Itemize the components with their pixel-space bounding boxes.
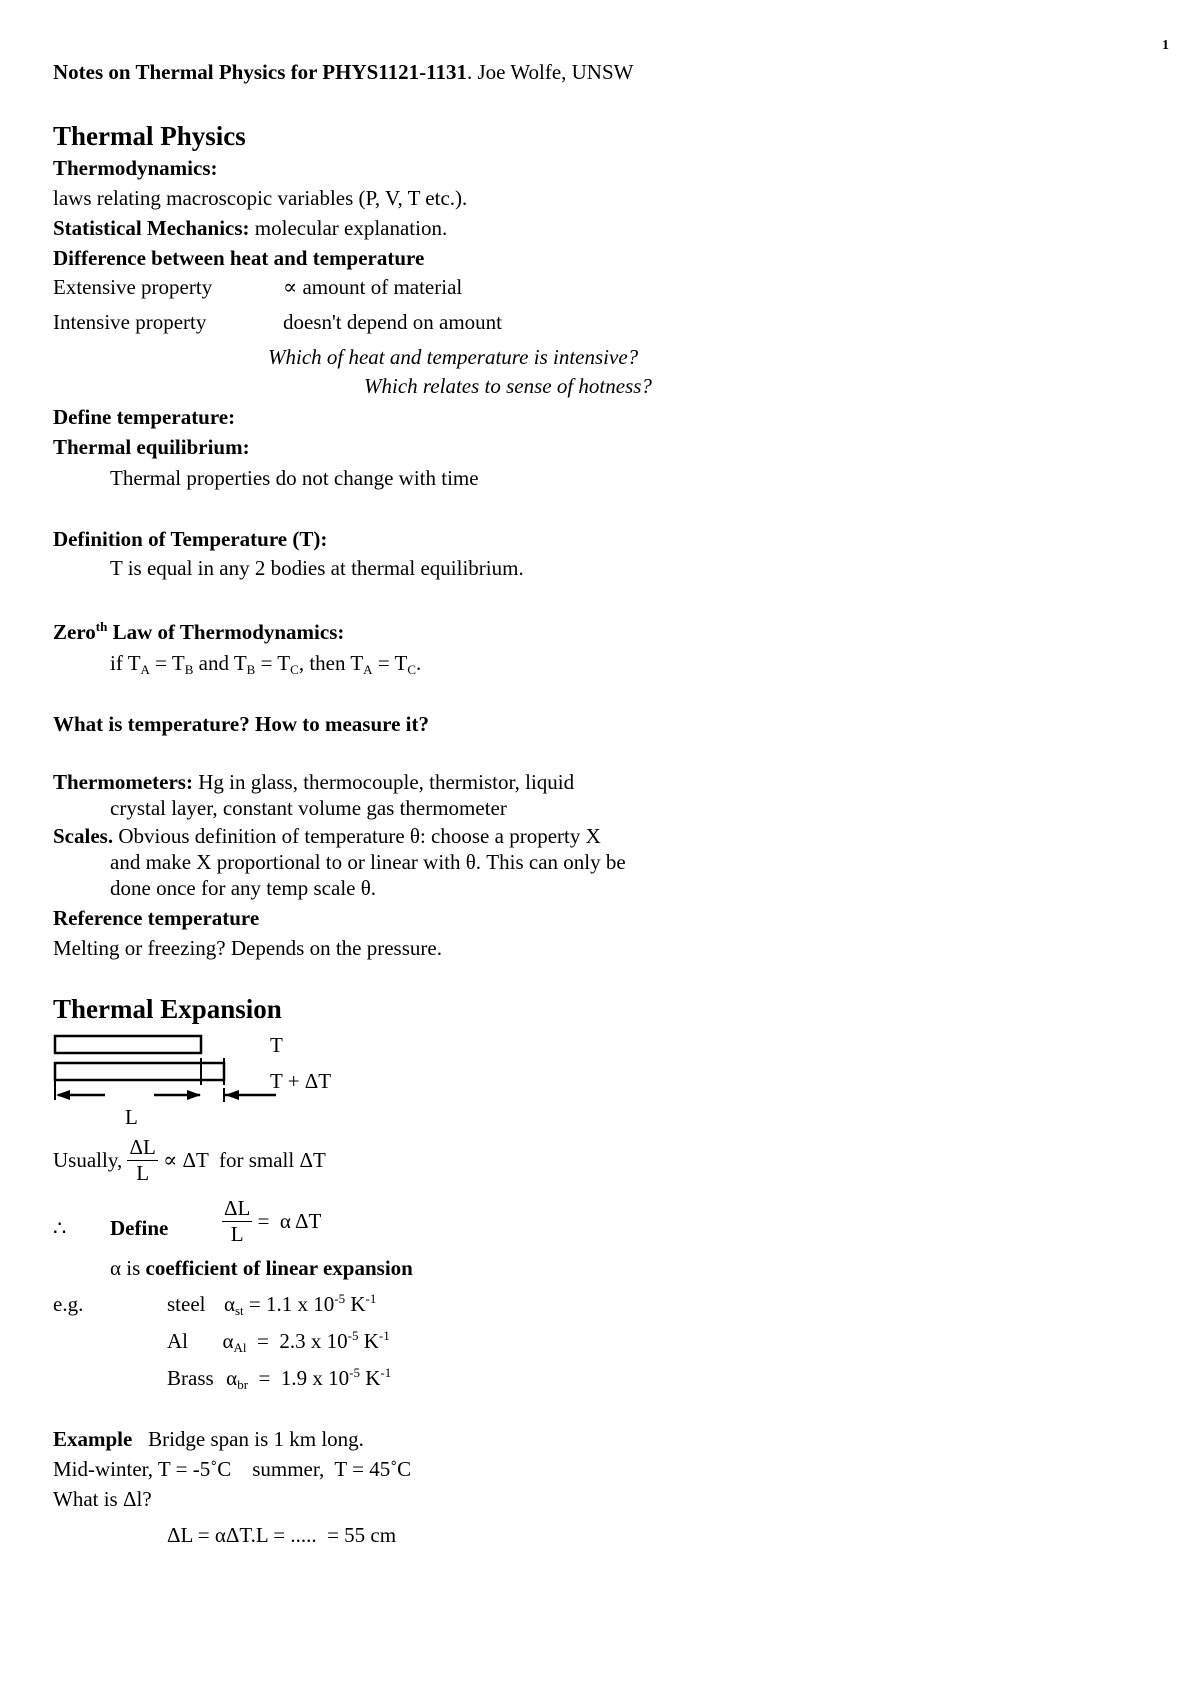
reference-temperature-text: Melting or freezing? Depends on the pressure. (53, 936, 442, 960)
usually-proportional-line (53, 1137, 326, 1184)
section-heading-thermal-expansion: Thermal Expansion (53, 994, 282, 1024)
scales-line-1 (53, 825, 601, 848)
zeroth-law-heading-sup: th (95, 619, 108, 634)
zl-eq3: = T (372, 651, 408, 675)
question-hotness: Which relates to sense of hotness? (364, 374, 652, 398)
example-unit: K (345, 1292, 366, 1316)
example-value: = 1.9 x 10 (248, 1366, 350, 1390)
example-line (53, 1428, 364, 1451)
example-unit-exp: -1 (365, 1291, 377, 1306)
example-symbol-sub: br (237, 1377, 249, 1392)
zl-if: if T (110, 651, 141, 675)
usually-prefix: Usually, (53, 1147, 123, 1172)
eg-label: e.g. (53, 1292, 84, 1316)
define-fraction-denominator: L (230, 1222, 244, 1246)
define-temperature-label: Define temperature: (53, 405, 236, 429)
example-row-al (167, 1330, 390, 1353)
zl-sub-a: A (140, 662, 150, 677)
define-rhs: = α ΔT (252, 1208, 322, 1233)
zl-sub-b: B (184, 662, 194, 677)
zl-end: . (416, 651, 422, 675)
example-value: = 1.1 x 10 (243, 1292, 335, 1316)
fraction-dl-over-l (127, 1137, 157, 1184)
rod-at-t (55, 1036, 201, 1053)
zeroth-law-heading-post: Law of Thermodynamics: (107, 620, 345, 644)
thermometers-line-1 (53, 771, 574, 794)
example-symbol-sub: Al (233, 1340, 247, 1355)
definition-of-temperature-heading: Definition of Temperature (T): (53, 527, 328, 551)
page-number: 1 (1162, 38, 1169, 53)
fraction-numerator: ΔL (129, 1135, 156, 1159)
define-label: Define (110, 1216, 169, 1240)
example-unit: K (359, 1366, 381, 1390)
example-symbol: α (222, 1329, 234, 1353)
thermometers-text-1: Hg in glass, thermocouple, thermistor, liquid (192, 770, 575, 794)
example-material: Al (167, 1329, 188, 1353)
extensive-label: Extensive property (53, 275, 213, 299)
example-answer: ΔL = αΔT.L = ..... = 55 cm (167, 1523, 397, 1547)
fraction-denominator: L (136, 1161, 150, 1185)
zl-then: , then T (298, 651, 364, 675)
zl-sub-b2: B (246, 662, 256, 677)
alpha-pre: α is (110, 1256, 146, 1280)
zl-sub-c: C (290, 662, 299, 677)
thermometers-text-2: crystal layer, constant volume gas thermometer (110, 796, 507, 820)
header-author: . Joe Wolfe, UNSW (466, 60, 634, 84)
thermometers-label: Thermometers: (53, 770, 193, 794)
thermal-equilibrium-text: Thermal properties do not change with time (110, 466, 479, 490)
statistical-mechanics-line (53, 217, 447, 240)
zl-sub-a2: A (363, 662, 373, 677)
measure-question: What is temperature? How to measure it? (53, 712, 429, 736)
rod-at-t-plus-dt (55, 1063, 224, 1080)
example-conditions: Mid-winter, T = -5˚C summer, T = 45˚C (53, 1457, 412, 1481)
zeroth-law-heading (53, 621, 344, 644)
example-exp: -5 (349, 1365, 360, 1380)
thermodynamics-text: laws relating macroscopic variables (P, V, T etc.). (53, 186, 468, 210)
zl-sub-c2: C (407, 662, 417, 677)
intensive-value: doesn't depend on amount (283, 310, 502, 334)
zl-eq: = T (149, 651, 185, 675)
example-question: What is Δl? (53, 1487, 152, 1511)
scales-text-3: done once for any temp scale θ. (110, 876, 377, 900)
delta-arrowhead (225, 1090, 239, 1100)
define-fraction (222, 1198, 252, 1245)
zl-and: and T (193, 651, 247, 675)
define-equation (222, 1198, 321, 1245)
statistical-mechanics-label: Statistical Mechanics: (53, 216, 250, 240)
usually-suffix: ∝ ΔT for small ΔT (157, 1147, 326, 1172)
example-exp: -5 (347, 1328, 359, 1343)
zeroth-law-heading-pre: Zero (53, 620, 96, 644)
length-arrowhead-left (56, 1090, 70, 1100)
header-title: Notes on Thermal Physics for PHYS1121-1131 (53, 60, 467, 84)
length-arrowhead-right (187, 1090, 201, 1100)
example-value: = 2.3 x 10 (246, 1329, 348, 1353)
example-text: Bridge span is 1 km long. (132, 1427, 364, 1451)
diagram-label-l: L (125, 1105, 138, 1129)
alpha-definition (110, 1257, 413, 1280)
section-heading-thermal-physics: Thermal Physics (53, 121, 246, 151)
example-unit: K (358, 1329, 379, 1353)
zeroth-law-statement (110, 652, 421, 675)
example-row-steel (167, 1293, 376, 1316)
example-symbol-sub: st (235, 1303, 244, 1318)
diagram-label-t: T (270, 1033, 283, 1057)
definition-of-temperature-text: T is equal in any 2 bodies at thermal equilibrium. (110, 556, 524, 580)
reference-temperature-heading: Reference temperature (53, 906, 260, 930)
statistical-mechanics-text: molecular explanation. (249, 216, 448, 240)
thermal-equilibrium-label: Thermal equilibrium: (53, 435, 250, 459)
define-fraction-numerator: ΔL (224, 1196, 251, 1220)
example-symbol: α (226, 1366, 238, 1390)
example-label: Example (53, 1427, 133, 1451)
scales-text-1: Obvious definition of temperature θ: choose a property X (113, 824, 601, 848)
example-material: Brass (167, 1366, 214, 1390)
example-symbol: α (223, 1292, 235, 1316)
example-unit-exp: -1 (378, 1328, 390, 1343)
scales-text-2: and make X proportional to or linear with θ. This can only be (110, 850, 626, 874)
document-header (53, 61, 633, 84)
thermodynamics-label: Thermodynamics: (53, 156, 218, 180)
extensive-value: ∝ amount of material (283, 275, 463, 299)
therefore-symbol: ∴ (53, 1216, 67, 1240)
diagram-label-t-plus-dt: T + ΔT (270, 1069, 332, 1093)
example-unit-exp: -1 (380, 1365, 392, 1380)
difference-heading: Difference between heat and temperature (53, 246, 425, 270)
zl-eq2: = T (255, 651, 291, 675)
intensive-label: Intensive property (53, 310, 207, 334)
scales-label: Scales. (53, 824, 114, 848)
example-exp: -5 (334, 1291, 346, 1306)
example-row-brass (167, 1367, 391, 1390)
question-intensive: Which of heat and temperature is intensive? (268, 345, 639, 369)
example-material: steel (167, 1292, 206, 1316)
alpha-coefficient-term: coefficient of linear expansion (145, 1256, 413, 1280)
